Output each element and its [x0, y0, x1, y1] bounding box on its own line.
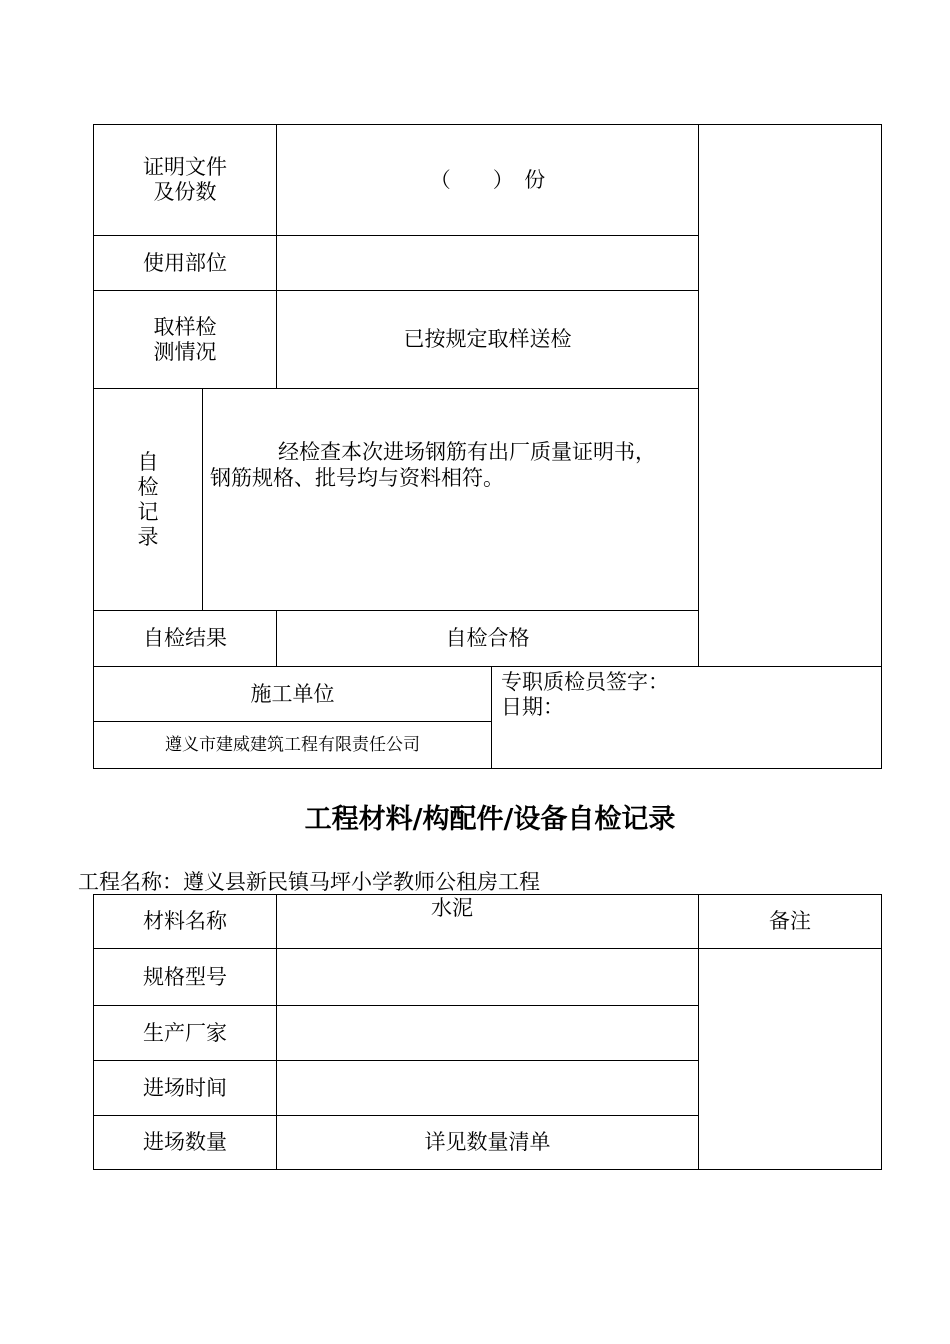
material-value: 水泥 [431, 896, 473, 920]
cert-label [94, 125, 276, 235]
usage-value [277, 236, 698, 290]
entry-time-label: 进场时间 [143, 1075, 227, 1100]
inspector-sign-label: 专职质检员签字： [501, 670, 669, 694]
selfcheck-text-line1: 经检查本次进场钢筋有出厂质量证明书， [278, 440, 656, 464]
selfcheck-text [210, 439, 696, 491]
page-title: 工程材料/构配件/设备自检记录 [304, 804, 676, 835]
spec-value [277, 949, 698, 1005]
project-name-line: 工程名称：遵义县新民镇马坪小学教师公租房工程 [78, 870, 540, 894]
contractor-name: 遵义市建威建筑工程有限责任公司 [165, 734, 420, 755]
selfcheck-char-1: 自 [137, 449, 159, 474]
cert-label-line1: 证明文件 [143, 155, 227, 179]
contractor-label: 施工单位 [250, 681, 335, 706]
sampling-label-line2: 测情况 [153, 339, 217, 364]
cert-value: （ ） 份 [429, 167, 546, 192]
result-value: 自检合格 [445, 626, 530, 650]
date-label: 日期： [501, 695, 564, 719]
maker-value [277, 1006, 698, 1060]
quantity-value: 详见数量清单 [424, 1130, 551, 1154]
signature-block [501, 670, 879, 720]
selfcheck-char-4: 录 [137, 524, 159, 549]
sampling-value: 已按规定取样送检 [403, 327, 572, 351]
maker-label: 生产厂家 [143, 1020, 227, 1045]
quantity-label: 进场数量 [143, 1130, 227, 1154]
material-label: 材料名称 [143, 909, 227, 933]
usage-label: 使用部位 [143, 250, 227, 275]
spec-label: 规格型号 [143, 964, 227, 989]
remarks-label: 备注 [769, 909, 811, 933]
sampling-label [94, 291, 276, 388]
selfcheck-char-3: 记 [137, 499, 159, 524]
selfcheck-text-line2: 钢筋规格、批号均与资料相符。 [210, 466, 504, 490]
result-label: 自检结果 [143, 626, 227, 650]
sampling-label-line1: 取样检 [153, 314, 217, 339]
selfcheck-label [94, 389, 202, 626]
selfcheck-char-2: 检 [137, 474, 159, 499]
entry-time-value [277, 1061, 698, 1115]
cert-label-line2: 及份数 [153, 180, 217, 204]
